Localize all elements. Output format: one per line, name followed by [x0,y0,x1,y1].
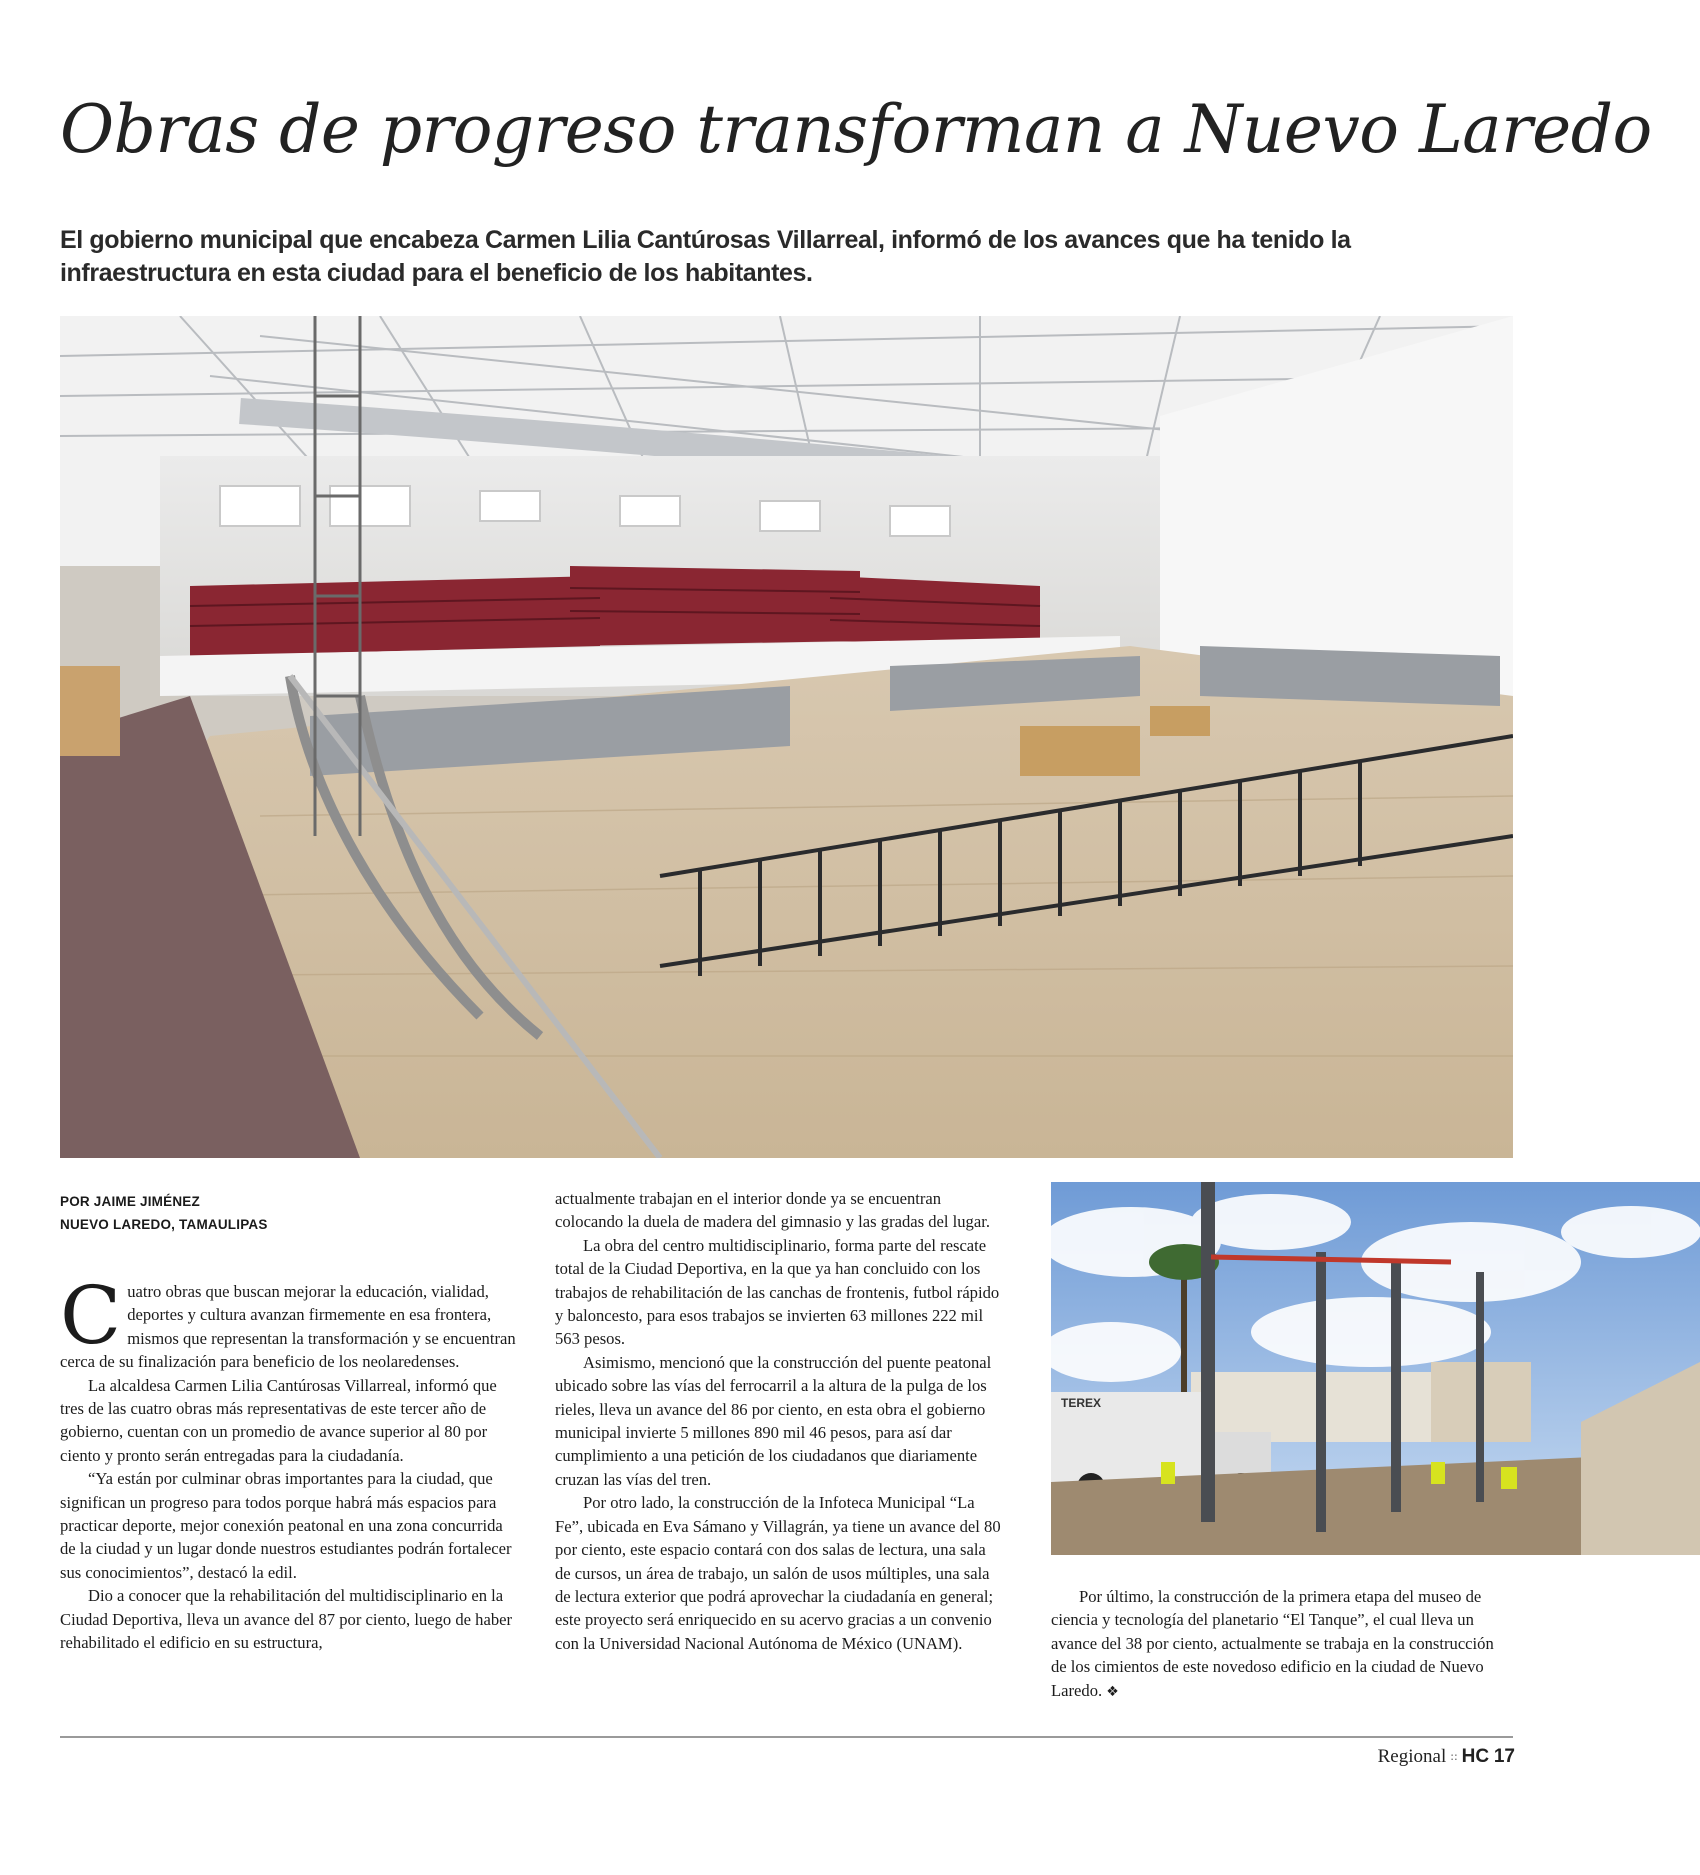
paragraph: “Ya están por culminar obras importantes para la ciudad, que significan un progreso para todos porque habrá más espacios para practicar deporte, mejor conexión peatonal en una zona concurrida de la ciudad y un lugar donde nuestros estudiantes podrán fortalecer sus conocimientos”, destacó la edil. [60,1469,512,1582]
page-number: 17 [1493,1746,1515,1767]
paragraph: Dio a conocer que la rehabilitación del multidisciplinario en la Ciudad Deportiva, lleva un avance del 87 por ciento, luego de haber rehabilitado el edificio en su estructura, [60,1586,513,1653]
article-column-1 [60,1269,522,1655]
article-column-2 [555,1187,1003,1655]
paragraph: Por otro lado, la construcción de la Infoteca Municipal “La Fe”, ubicada en Eva Sámano y Villagrán, ya tiene un avance del 80 por ciento, este espacio contará con dos salas de lectura, una sala de cursos, un área de trabajo, un salón de usos múltiples, una sala de lectura exterior que podrá aprovechar la ciudadanía en general; este proyecto será enriquecido en su acervo gracias a un convenio con la Universidad Nacional Autónoma de México (UNAM). [555,1493,1001,1653]
paragraph [60,1269,522,1374]
end-mark-icon: ❖ [1106,1683,1119,1700]
paragraph-text: Por último, la construcción de la primera etapa del museo de ciencia y tecnología del planetario “El Tanque”, el cual lleva un avance del 38 por ciento, actualmente se trabaja en la construcción de los cimientos de este novedoso edificio en la ciudad de Nuevo Laredo. [1051,1587,1494,1700]
byline [60,1190,520,1236]
paragraph: La obra del centro multidisciplinario, forma parte del rescate total de la Ciudad Deportiva, en la que ya han concluido con los trabajos de rehabilitación de las canchas de frontenis, futbol rápido y baloncesto, para esos trabajos se invierten 63 millones 222 mil 563 pesos. [555,1235,1000,1349]
dateline: NUEVO LAREDO, TAMAULIPAS [60,1217,268,1232]
article-column-3 [1051,1585,1511,1704]
author-name: POR JAIME JIMÉNEZ [60,1194,200,1209]
separator-dots-icon: :: [1450,1750,1458,1763]
gymnasium-illustration [60,316,1513,1158]
crane-label: TEREX [1061,1396,1102,1410]
drop-cap: C [60,1269,122,1362]
page-folio [1378,1746,1515,1768]
footer-rule [60,1736,1513,1738]
headline: Obras de progreso transforman a Nuevo Laredo [60,91,1652,168]
paragraph [1051,1585,1511,1704]
paragraph: Asimismo, mencionó que la construcción del puente peatonal ubicado sobre las vías del ferrocarril a la altura de la pulga de los rieles, lleva un avance del 86 por ciento, en esta obra el gobierno municipal invierte 5 millones 890 mil 46 pesos, para así dar cumplimiento a una petición de los ciudadanos que diariamente cruzan las vías del tren. [555,1352,992,1489]
paragraph: actualmente trabajan en el interior donde ya se encuentran colocando la duela de madera del gimnasio y las gradas del lugar. [555,1189,990,1232]
paragraph-text: uatro obras que buscan mejorar la educación, vialidad, deportes y cultura avanzan firmemente en esa frontera, mismos que representan la transformación y se encuentran cerca de su finalización para beneficio de los neolaredenses. [60,1282,516,1372]
paragraph: La alcaldesa Carmen Lilia Cantúrosas Villarreal, informó que tres de las cuatro obras más representativas de este tercer año de gobierno, cuentan con un promedio de avance superior al 80 por ciento y pronto serán entregadas para la ciudadanía. [60,1375,497,1465]
deck-subheadline: El gobierno municipal que encabeza Carmen Lilia Cantúrosas Villarreal, informó de los avances que ha tenido la infraestructura en esta ciudad para el beneficio de los habitantes. [60,226,1351,287]
publication-mark: HC [1461,1746,1490,1767]
gymnasium-photo [60,316,1513,1158]
construction-illustration [1051,1182,1700,1555]
construction-site-photo [1051,1182,1700,1555]
section-name: Regional [1377,1746,1447,1767]
